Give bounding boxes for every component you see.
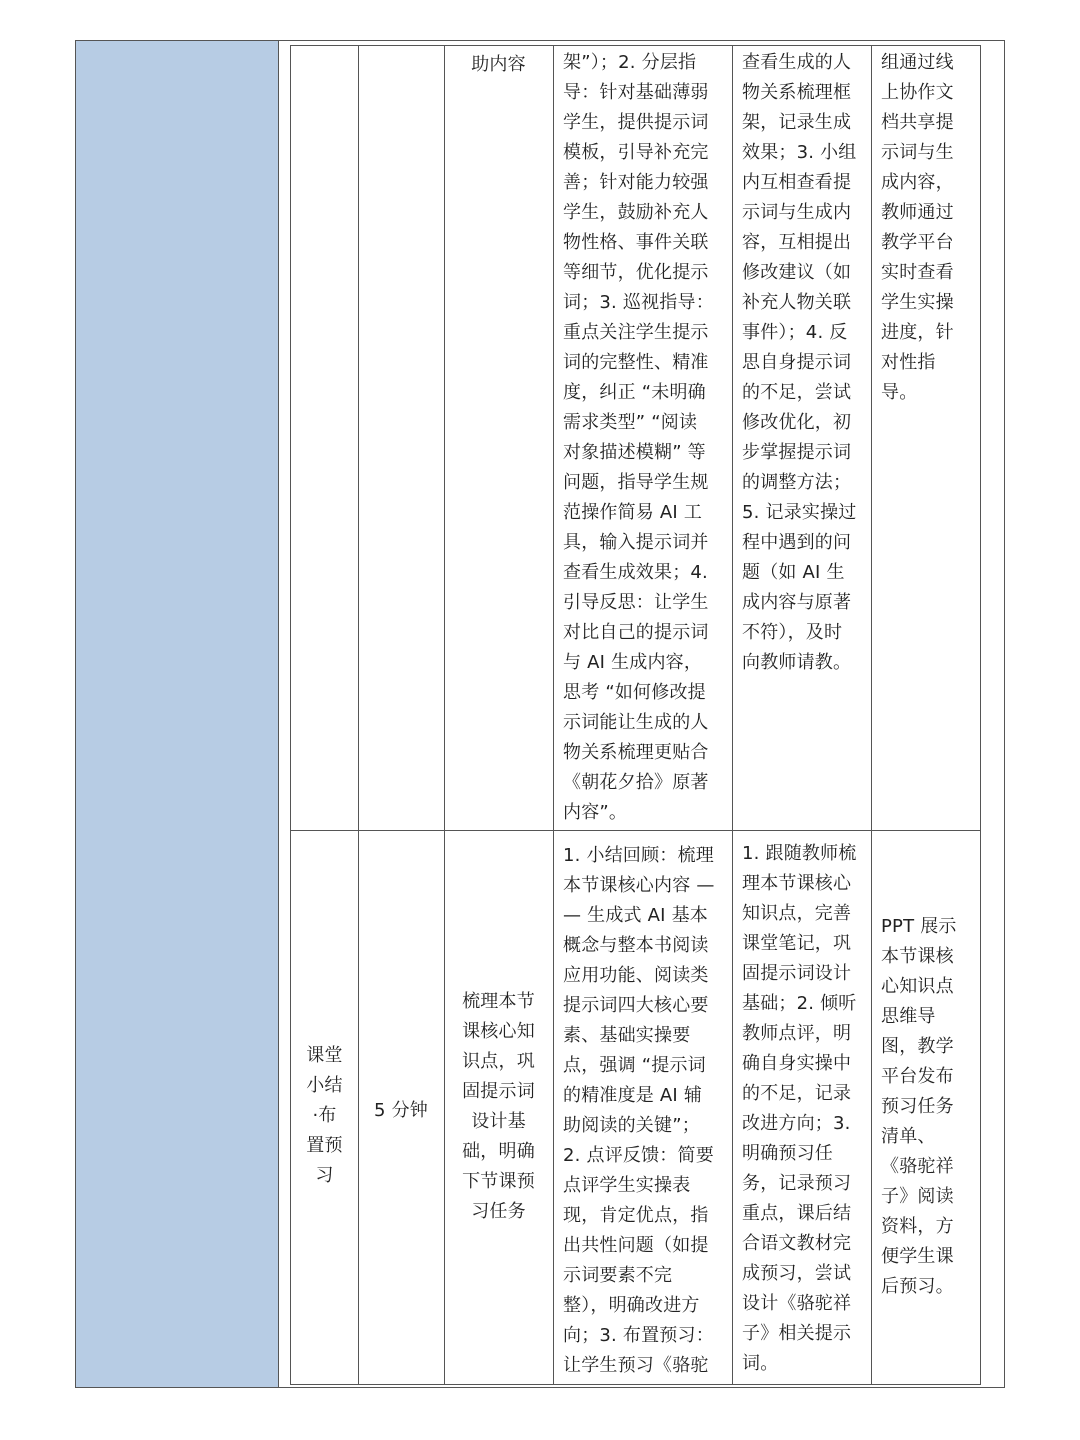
row1-resources-cell: 组通过线 上协作文 档共享提 示词与生 成内容， 教师通过 教学平台 实时查看 学生实操 进度，针 对性指 导。 <box>881 52 954 403</box>
column-divider <box>553 46 554 1384</box>
column-divider <box>358 46 359 1384</box>
row2-content-cell: 梳理本节 课核心知 识点，巩 固提示词 设计基 础，明确 下节课预 习任务 <box>462 991 535 1222</box>
row2-stage-cell: 课堂 小结 ·布 置预 习 <box>306 1045 343 1186</box>
shaded-column <box>76 41 279 1387</box>
row2-resources-cell: PPT 展示 本节课核 心知识点 思维导 图，教学 平台发布 预习任务 清单、 《骆驼祥 子》阅读 资料，方 便学生课 后预习。 <box>881 916 957 1297</box>
column-divider <box>871 46 872 1384</box>
row2-duration-cell: 5 分钟 <box>374 1100 428 1121</box>
row2-teacher-activity-cell: 1. 小结回顾：梳理 本节课核心内容 — — 生成式 AI 基本 概念与整本书阅读 应用功能、阅读类 提示词四大核心要 素、基础实操要 点，强调 “提示词 的精准度是 AI 辅 助阅读的关键”； 2. 点评反馈：简要 点评学生实操表 现，肯定优点，指 出共性问题（如提 示词要素不完 整），明确改进方 向；3. 布置预习： 让学生预习《骆驼 <box>563 845 715 1376</box>
row1-teacher-activity-cell: 架”）；2. 分层指 导：针对基础薄弱 学生，提供提示词 模板，引导补充完 善；针对能力较强 学生，鼓励补充人 物性格、事件关联 等细节，优化提示 词；3. 巡视指导： 重点关注学生提示 词的完整性、精准 度，纠正 “未明确 需求类型” “阅读 对象描述模糊” 等 问题，指导学生规 范操作简易 AI 工 具，输入提示词并 查看生成效果；4. 引导反思：让学生 对比自己的提示词 与 AI 生成内容， 思考 “如何修改提 示词能让生成的人 物关系梳理更贴合 《朝花夕拾》原著 内容”。 <box>563 52 714 823</box>
row1-content-cell: 助内容 <box>471 54 526 75</box>
row2-student-activity-cell: 1. 跟随教师梳 理本节课核心 知识点，完善 课堂笔记，巩 固提示词设计 基础；2. 倾听 教师点评，明 确自身实操中 的不足，记录 改进方向；3. 明确预习任 务，记录预习 重点，课后结 合语文教材完 成预习，尝试 设计《骆驼祥 子》相关提示 词。 <box>742 843 857 1374</box>
row1-student-activity-cell: 查看生成的人 物关系梳理框 架，记录生成 效果；3. 小组 内互相查看提 示词与生成内 容，互相提出 修改建议（如 补充人物关联 事件）；4. 反 思自身提示词 的不足，尝试 修改优化，初 步掌握提示词 的调整方法； 5. 记录实操过 程中遇到的问 题（如 AI 生 成内容与原著 不符），及时 向教师请教。 <box>742 52 857 673</box>
lesson-plan-table <box>290 45 981 1385</box>
row-divider <box>291 830 980 831</box>
column-divider <box>732 46 733 1384</box>
